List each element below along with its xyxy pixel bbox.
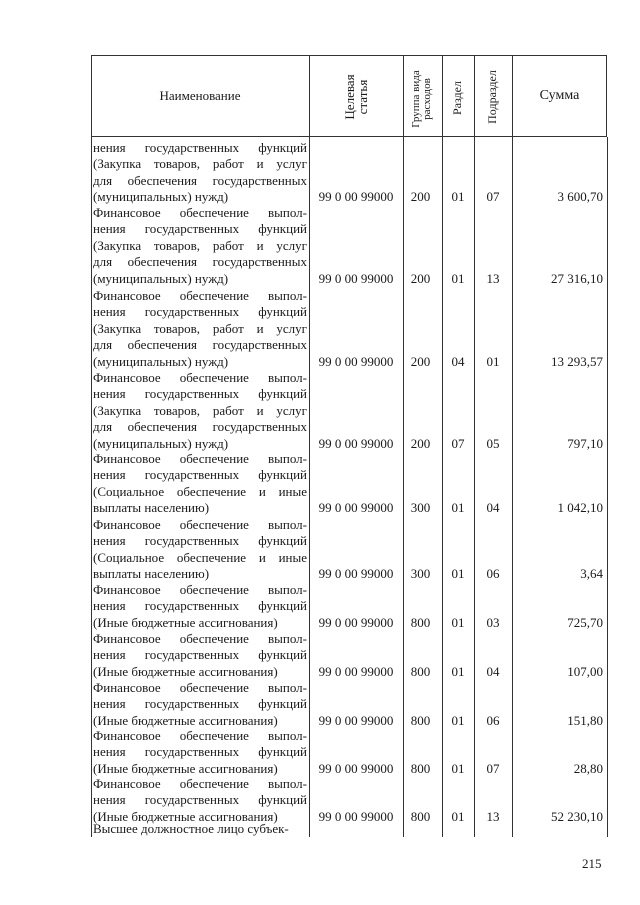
description-line: нения государственных функций <box>93 140 307 155</box>
section-code: 01 <box>451 614 465 630</box>
subsection-code: 04 <box>486 500 500 516</box>
subsection-code: 01 <box>486 353 500 369</box>
expense-group: 800 <box>410 614 431 630</box>
description-line: Высшее должностное лицо субъек- <box>93 821 289 836</box>
subsection-code: 13 <box>486 808 500 824</box>
description-line: (муниципальных) нужд) <box>93 353 229 369</box>
row-description <box>93 582 307 631</box>
expense-group: 800 <box>410 760 431 776</box>
amount: 1 042,10 <box>557 500 603 516</box>
section-code: 01 <box>451 189 465 205</box>
row-description <box>93 631 307 680</box>
amount: 27 316,10 <box>551 270 603 286</box>
description-line: нения государственных функций <box>93 533 307 549</box>
description-line: Финансовое обеспечение выпол- <box>93 680 307 695</box>
description-line: (Социальное обеспечение и иные <box>93 483 307 499</box>
section-code: 01 <box>451 566 465 582</box>
description-line: (Иные бюджетные ассигнования) <box>93 614 278 630</box>
description-line: нения государственных функций <box>93 744 307 760</box>
row-description <box>93 370 307 452</box>
row-description <box>93 288 307 370</box>
description-line: нения государственных функций <box>93 598 307 614</box>
description-line: (Закупка товаров, работ и услуг <box>93 156 307 172</box>
description-line: для обеспечения государственных <box>93 172 307 188</box>
description-line: (муниципальных) нужд) <box>93 270 229 286</box>
subsection-code: 07 <box>486 189 500 205</box>
description-line: Финансовое обеспечение выпол- <box>93 517 307 532</box>
description-line: (муниципальных) нужд) <box>93 189 229 205</box>
row-description <box>93 821 307 837</box>
section-code: 07 <box>451 435 465 451</box>
expense-group: 200 <box>410 435 431 451</box>
target-code: 99 0 00 99000 <box>318 353 394 369</box>
section-code: 01 <box>451 712 465 728</box>
description-line: (Закупка товаров, работ и услуг <box>93 320 307 336</box>
section-code: 01 <box>451 760 465 776</box>
description-line: Финансовое обеспечение выпол- <box>93 728 307 743</box>
subsection-code: 06 <box>486 566 500 582</box>
target-code: 99 0 00 99000 <box>318 500 394 516</box>
header-subsection: Подраздел <box>485 70 499 124</box>
section-code: 01 <box>451 270 465 286</box>
header-divider <box>474 55 475 137</box>
page-number: 215 <box>582 856 602 871</box>
target-code: 99 0 00 99000 <box>318 808 394 824</box>
row-description <box>93 140 307 206</box>
target-code: 99 0 00 99000 <box>318 712 394 728</box>
header-group: Группа вида расходов <box>410 70 433 128</box>
description-line: (муниципальных) нужд) <box>93 435 229 451</box>
row-description <box>93 680 307 729</box>
amount: 3 600,70 <box>557 189 603 205</box>
header-target: Целевая статья <box>342 74 370 120</box>
section-code: 01 <box>451 500 465 516</box>
expense-group: 800 <box>410 712 431 728</box>
description-line: (Иные бюджетные ассигнования) <box>93 663 278 679</box>
description-line: нения государственных функций <box>93 304 307 320</box>
description-line: выплаты населению) <box>93 566 210 582</box>
expense-group: 200 <box>410 189 431 205</box>
expense-group: 200 <box>410 270 431 286</box>
description-line: Финансовое обеспечение выпол- <box>93 451 307 466</box>
expense-group: 300 <box>410 500 431 516</box>
column-line <box>309 137 310 837</box>
description-line: нения государственных функций <box>93 696 307 712</box>
description-line: Финансовое обеспечение выпол- <box>93 288 307 303</box>
column-line <box>607 137 608 837</box>
column-line <box>474 137 475 837</box>
amount: 3,64 <box>580 566 603 582</box>
subsection-code: 06 <box>486 712 500 728</box>
expense-group: 800 <box>410 663 431 679</box>
description-line: для обеспечения государственных <box>93 419 307 435</box>
target-code: 99 0 00 99000 <box>318 760 394 776</box>
description-line: (Иные бюджетные ассигнования) <box>93 760 278 776</box>
description-line: Финансовое обеспечение выпол- <box>93 370 307 385</box>
section-code: 01 <box>451 808 465 824</box>
subsection-code: 07 <box>486 760 500 776</box>
target-code: 99 0 00 99000 <box>318 189 394 205</box>
description-line: Финансовое обеспечение выпол- <box>93 776 307 791</box>
description-line: (Иные бюджетные ассигнования) <box>93 808 278 824</box>
expense-group: 800 <box>410 808 431 824</box>
row-description <box>93 728 307 777</box>
row-description <box>93 517 307 583</box>
header-name: Наименование <box>159 88 241 103</box>
description-line: (Закупка товаров, работ и услуг <box>93 237 307 253</box>
header-divider <box>309 55 310 137</box>
amount: 28,80 <box>573 760 603 776</box>
target-code: 99 0 00 99000 <box>318 270 394 286</box>
amount: 13 293,57 <box>551 353 603 369</box>
amount: 107,00 <box>567 663 603 679</box>
header-section: Раздел <box>450 81 464 115</box>
subsection-code: 03 <box>486 614 500 630</box>
description-line: нения государственных функций <box>93 221 307 237</box>
description-line: нения государственных функций <box>93 647 307 663</box>
header-divider <box>442 55 443 137</box>
header-sum: Сумма <box>539 88 580 103</box>
subsection-code: 13 <box>486 270 500 286</box>
section-code: 01 <box>451 663 465 679</box>
section-code: 04 <box>451 353 465 369</box>
amount: 52 230,10 <box>551 808 603 824</box>
row-description <box>93 205 307 287</box>
description-line: выплаты населению) <box>93 500 210 516</box>
target-code: 99 0 00 99000 <box>318 566 394 582</box>
column-line <box>403 137 404 837</box>
column-line <box>91 137 92 837</box>
description-line: Финансовое обеспечение выпол- <box>93 631 307 646</box>
amount: 151,80 <box>567 712 603 728</box>
description-line: (Закупка товаров, работ и услуг <box>93 402 307 418</box>
description-line: нения государственных функций <box>93 467 307 483</box>
target-code: 99 0 00 99000 <box>318 435 394 451</box>
row-description <box>93 451 307 517</box>
description-line: нения государственных функций <box>93 386 307 402</box>
column-line <box>442 137 443 837</box>
description-line: (Социальное обеспечение и иные <box>93 549 307 565</box>
description-line: (Иные бюджетные ассигнования) <box>93 712 278 728</box>
description-line: Финансовое обеспечение выпол- <box>93 205 307 220</box>
amount: 797,10 <box>567 435 603 451</box>
amount: 725,70 <box>567 614 603 630</box>
expense-group: 300 <box>410 566 431 582</box>
column-line <box>512 137 513 837</box>
description-line: для обеспечения государственных <box>93 337 307 353</box>
row-description <box>93 776 307 825</box>
subsection-code: 05 <box>486 435 500 451</box>
description-line: для обеспечения государственных <box>93 254 307 270</box>
expense-group: 200 <box>410 353 431 369</box>
target-code: 99 0 00 99000 <box>318 614 394 630</box>
target-code: 99 0 00 99000 <box>318 663 394 679</box>
description-line: нения государственных функций <box>93 792 307 808</box>
description-line: Финансовое обеспечение выпол- <box>93 582 307 597</box>
subsection-code: 04 <box>486 663 500 679</box>
header-divider <box>403 55 404 137</box>
